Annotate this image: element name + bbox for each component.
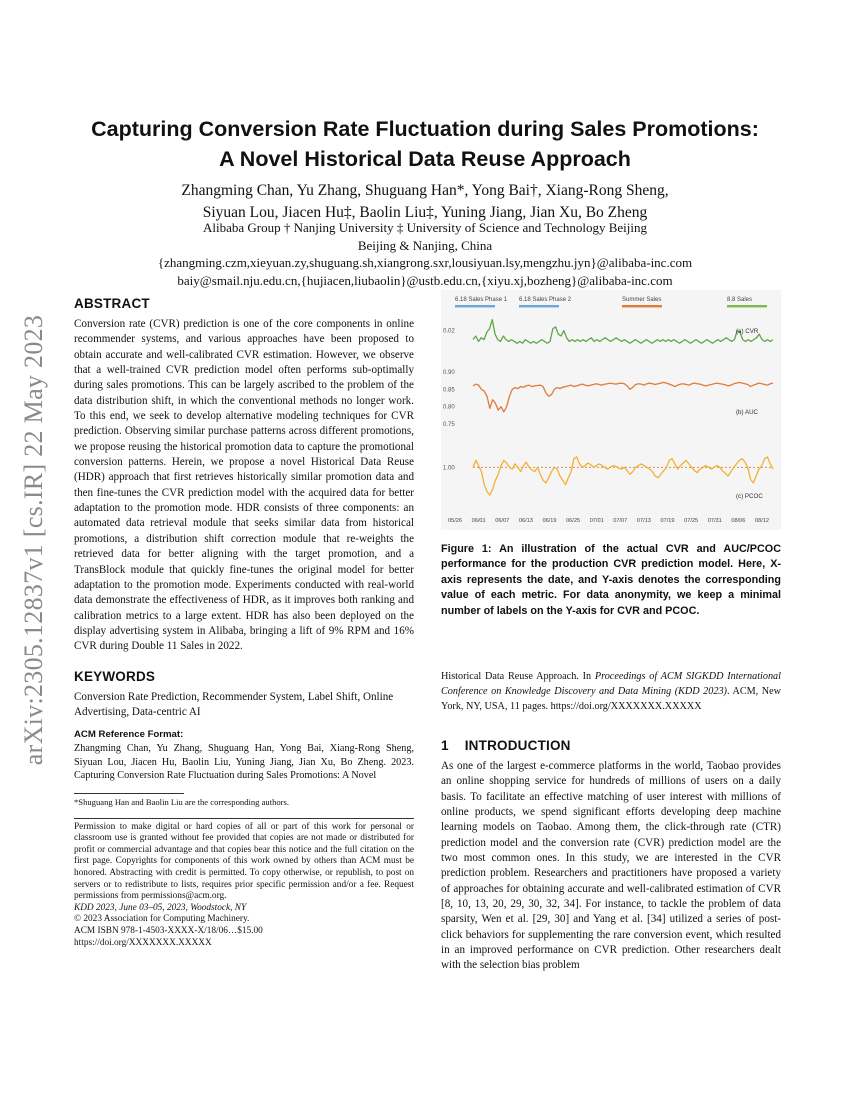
x-tick-label: 07/31 (707, 518, 722, 524)
x-tick-label: 08/06 (731, 518, 746, 524)
panel-title: (b) AUC (736, 409, 759, 416)
section-number: 1 (441, 738, 449, 753)
x-tick-label: 07/07 (613, 518, 628, 524)
email-line: {zhangming.czm,xieyuan.zy,shuguang.sh,xiangrong.sxr,lousiyuan.lsy,mengzhu.jyn}@alibaba-inc.com (157, 255, 693, 270)
y-tick-label: 0.85 (443, 387, 455, 394)
section-title: INTRODUCTION (464, 738, 571, 753)
abstract-text: Conversion rate (CVR) prediction is one of the core components in online recommender systems, and various approaches have been proposed to obtain accurate and well-calibrated CVR estimation. However, we observe that a well-trained CVR prediction model often performs sub-optimally during sales promotions. This can be largely ascribed to the problem of the data distribution shift, in which the conventional methods no longer work. To this end, we seek to develop alternative modeling techniques for CVR prediction. Observing similar purchase patterns across different promotions, we propose reusing the historical promotion data to capture the promotional conversion patterns. Herein, we propose a novel Historical Data Reuse (HDR) approach that first retrieves historically similar promotion data and then fine-tunes the CVR prediction model with the acquired data for better adaptation to the promotion mode. HDR consists of three components: an automated data retrieval module that seeks similar data from historical promotions, a distribution shift correction module that re-weights the retrieved data for better aligning with the target promotion, and a TransBlock module that quickly fine-tunes the original model for better adaptation to the promotion mode. Experiments conducted with real-world data demonstrate the effectiveness of HDR, as it improves both ranking and calibration metrics to a large extent. HDR has also been deployed on the display advertising system in Alibaba, bringing a lift of 9% RPM and 16% CVR during Double 11 Sales in 2022. (74, 318, 414, 653)
authors-line-1: Zhangming Chan, Yu Zhang, Shuguang Han*, Yong Bai†, Xiang-Rong Sheng, (181, 182, 669, 199)
footnote-rule (74, 793, 184, 794)
legend-label: Summer Sales (622, 297, 662, 303)
keywords-heading: KEYWORDS (74, 668, 156, 684)
affiliation-line: Beijing & Nanjing, China (357, 237, 493, 253)
figure-caption: Figure 1: An illustration of the actual CVR and AUC/PCOC performance for the production CVR prediction model. Here, X-axis represents the date, and Y-axis denotes the corresponding value of each metric. For data anonymity, we keep a minimal number of labels on the Y-axis for CVR and PCOC. (441, 543, 781, 617)
acm-reference-heading: ACM Reference Format: (74, 729, 184, 741)
permission-notice: Permission to make digital or hard copies of all or part of this work for personal or classroom use is granted without fee provided that copies are not made or distributed for profit or commercial advantage and that copies bear this notice and the full citation on the first page. Copyrights for components of this work owned by others than ACM must be honored. Abstracting with credit is permitted. To copy otherwise, or republish, to post on servers or to redistribute to lists, requires prior specific permission and/or a fee. Request permissions from permissions@acm.org. (74, 821, 414, 902)
series-line-auc (473, 382, 773, 411)
introduction-text: As one of the largest e-commerce platforms in the world, Taobao provides an online shopping service for hundreds of millions of users on a daily basis. To facilitate an effective matching of user interest with millions of online products, we spend significant efforts developing deep machine learning models on Taobao. Among them, the click-through rate (CTR) prediction model and the conversion rate (CVR) prediction model are the two most common ones. In this study, we are interested in the CVR prediction problem. Researchers and practitioners have proposed a variety of approaches for obtaining accurate and well-calibrated estimation of CVR [8, 10, 13, 20, 29, 30, 32, 34]. For instance, to tackle the problem of data sparsity, Wen et al. [29, 30] and Yang et al. [34] utilized a series of post-click behaviors for supplementing the rare conversion event, which resulted in an improved performance on CVR prediction. Other researchers dealt with the selection bias problem (441, 760, 781, 972)
x-tick-label: 06/01 (471, 518, 486, 524)
doi-line: https://doi.org/XXXXXXX.XXXXX (74, 937, 212, 948)
x-tick-label: 07/25 (684, 518, 699, 524)
figure-1 (441, 290, 781, 530)
y-tick-label: 1.00 (443, 465, 455, 472)
ref-cont-plain-1: Historical Data Reuse Approach. In (441, 671, 595, 682)
arxiv-id: arXiv:2305.12837v1 [cs.IR] 22 May 2023 (19, 314, 48, 766)
panel-title: (a) CVR (736, 328, 759, 335)
panel-title: (c) PCOC (736, 493, 763, 500)
email-line: baiy@smail.nju.edu.cn,{hujiacen,liubaolin}@ustb.edu.cn,{xiyu.xj,bozheng}@alibaba-inc.com (177, 272, 673, 288)
permission-rule (74, 818, 414, 819)
title-line-1: Capturing Conversion Rate Fluctuation during Sales Promotions: (91, 117, 759, 141)
introduction-section (441, 738, 781, 974)
series-line-cvr (473, 320, 773, 344)
x-tick-label: 07/19 (660, 518, 675, 524)
introduction-heading (441, 738, 781, 753)
copyright-line: © 2023 Association for Computing Machinery. (74, 914, 250, 925)
author-list (60, 180, 790, 224)
legend-swatch (622, 305, 662, 307)
x-tick-label: 07/13 (636, 518, 651, 524)
figure-caption-block (441, 542, 781, 619)
keywords-text: Conversion Rate Prediction, Recommender System, Label Shift, Online Advertising, Data-centric AI (74, 690, 394, 718)
x-tick-label: 07/01 (589, 518, 604, 524)
legend-swatch (455, 305, 495, 307)
y-tick-label: 0.02 (443, 328, 455, 335)
affiliation-line: Alibaba Group † Nanjing University ‡ University of Science and Technology Beijing (202, 220, 647, 235)
y-tick-label: 0.75 (443, 422, 455, 428)
x-tick-label: 06/19 (542, 518, 557, 524)
legend-label: 6.18 Sales Phase 1 (455, 297, 508, 303)
left-column (74, 296, 414, 949)
paper-title (60, 114, 790, 174)
conference-line: KDD 2023, June 03–05, 2023, Woodstock, NY (74, 902, 247, 913)
legend-label: 6.18 Sales Phase 2 (519, 297, 572, 303)
authors-line-2: Siyuan Lou, Jiacen Hu‡, Baolin Liu‡, Yuning Jiang, Jian Xu, Bo Zheng (202, 204, 648, 221)
series-line-pcoc (473, 457, 773, 495)
x-tick-label: 05/26 (448, 518, 462, 524)
ref-cont-plain-2: . ACM, New York, NY, USA, 11 pages. https://doi.org/XXXXXXX.XXXXX (441, 686, 781, 713)
title-line-2: A Novel Historical Data Reuse Approach (219, 147, 631, 171)
abstract-heading: ABSTRACT (74, 296, 150, 311)
ref-cont-proceedings: Proceedings of ACM SIGKDD International Conference on Knowledge Discovery and Data Mining (KDD 2023) (441, 671, 781, 698)
y-tick-label: 0.80 (443, 404, 455, 411)
x-tick-label: 06/13 (518, 518, 533, 524)
reference-continuation (441, 669, 781, 715)
x-tick-label: 08/12 (755, 518, 769, 524)
acm-reference-text: Zhangming Chan, Yu Zhang, Shuguang Han, Yong Bai, Xiang-Rong Sheng, Siyuan Lou, Jiacen Hu, Baolin Liu, Yuning Jiang, Jian Xu, Bo Zheng. 2023. Capturing Conversion Rate Fluctuation during Sales Promotions: A Novel (74, 743, 414, 782)
corresponding-author-footnote: *Shuguang Han and Baolin Liu are the corresponding authors. (74, 797, 290, 808)
affiliations (60, 219, 790, 289)
x-tick-label: 06/25 (566, 518, 581, 524)
isbn-line: ACM ISBN 978-1-4503-XXXX-X/18/06…$15.00 (74, 925, 263, 936)
x-tick-label: 06/07 (495, 518, 510, 524)
figure-1-chart (441, 290, 781, 530)
arxiv-stamp (14, 295, 54, 785)
legend-swatch (519, 305, 559, 307)
legend-label: 8.8 Sales (727, 297, 753, 303)
legend-swatch (727, 305, 767, 307)
y-tick-label: 0.90 (443, 370, 455, 376)
